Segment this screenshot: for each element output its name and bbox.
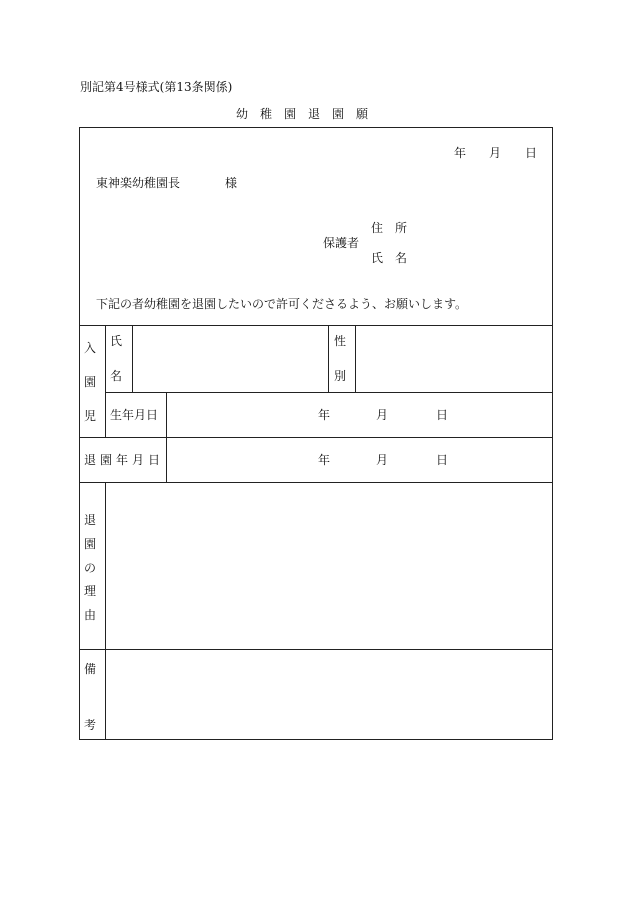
child-name-field[interactable]	[134, 327, 326, 390]
remarks-label-2: 考	[83, 718, 96, 732]
reason-label-2: 園	[83, 537, 96, 551]
withdrawal-year-label: 年	[318, 453, 331, 467]
child-name-label-1: 氏	[109, 334, 122, 348]
date-day-label: 日	[525, 146, 538, 160]
guardian-address-label: 住 所	[371, 221, 408, 235]
child-name-label-2: 名	[109, 369, 122, 383]
withdrawal-month-label: 月	[376, 453, 389, 467]
addressee-honorific: 様	[225, 176, 238, 190]
reason-label-3: の	[83, 561, 96, 575]
date-year-label: 年	[454, 146, 467, 160]
request-text: 下記の者幼稚園を退園したいので許可くださるよう、お願いします。	[96, 297, 468, 311]
addressee: 東神楽幼稚園長	[96, 176, 181, 190]
guardian-label: 保護者	[323, 236, 360, 250]
child-sex-field[interactable]	[357, 327, 550, 390]
child-section-label-1: 入	[83, 341, 96, 355]
child-sex-label-1: 性	[333, 334, 346, 348]
reason-label-1: 退	[83, 513, 96, 527]
page-title: 幼稚園退園願	[236, 107, 381, 121]
birth-year-label: 年	[318, 408, 331, 422]
birthdate-label: 生年月日	[110, 408, 159, 422]
remarks-field[interactable]	[107, 651, 551, 738]
withdrawal-day-label: 日	[436, 453, 449, 467]
reason-label-5: 由	[83, 608, 96, 622]
reason-label-4: 理	[83, 584, 96, 598]
date-month-label: 月	[489, 146, 502, 160]
birth-month-label: 月	[376, 408, 389, 422]
remarks-label-1: 備	[83, 662, 96, 676]
withdrawal-date-label: 退園年月日	[84, 453, 165, 467]
child-section-label-3: 児	[83, 409, 96, 423]
form-number: 別記第4号様式(第13条関係)	[80, 80, 233, 94]
birth-day-label: 日	[436, 408, 449, 422]
guardian-name-label: 氏 名	[371, 251, 408, 265]
child-sex-label-2: 別	[333, 369, 346, 383]
reason-field[interactable]	[107, 484, 551, 647]
child-section-label-2: 園	[83, 375, 96, 389]
